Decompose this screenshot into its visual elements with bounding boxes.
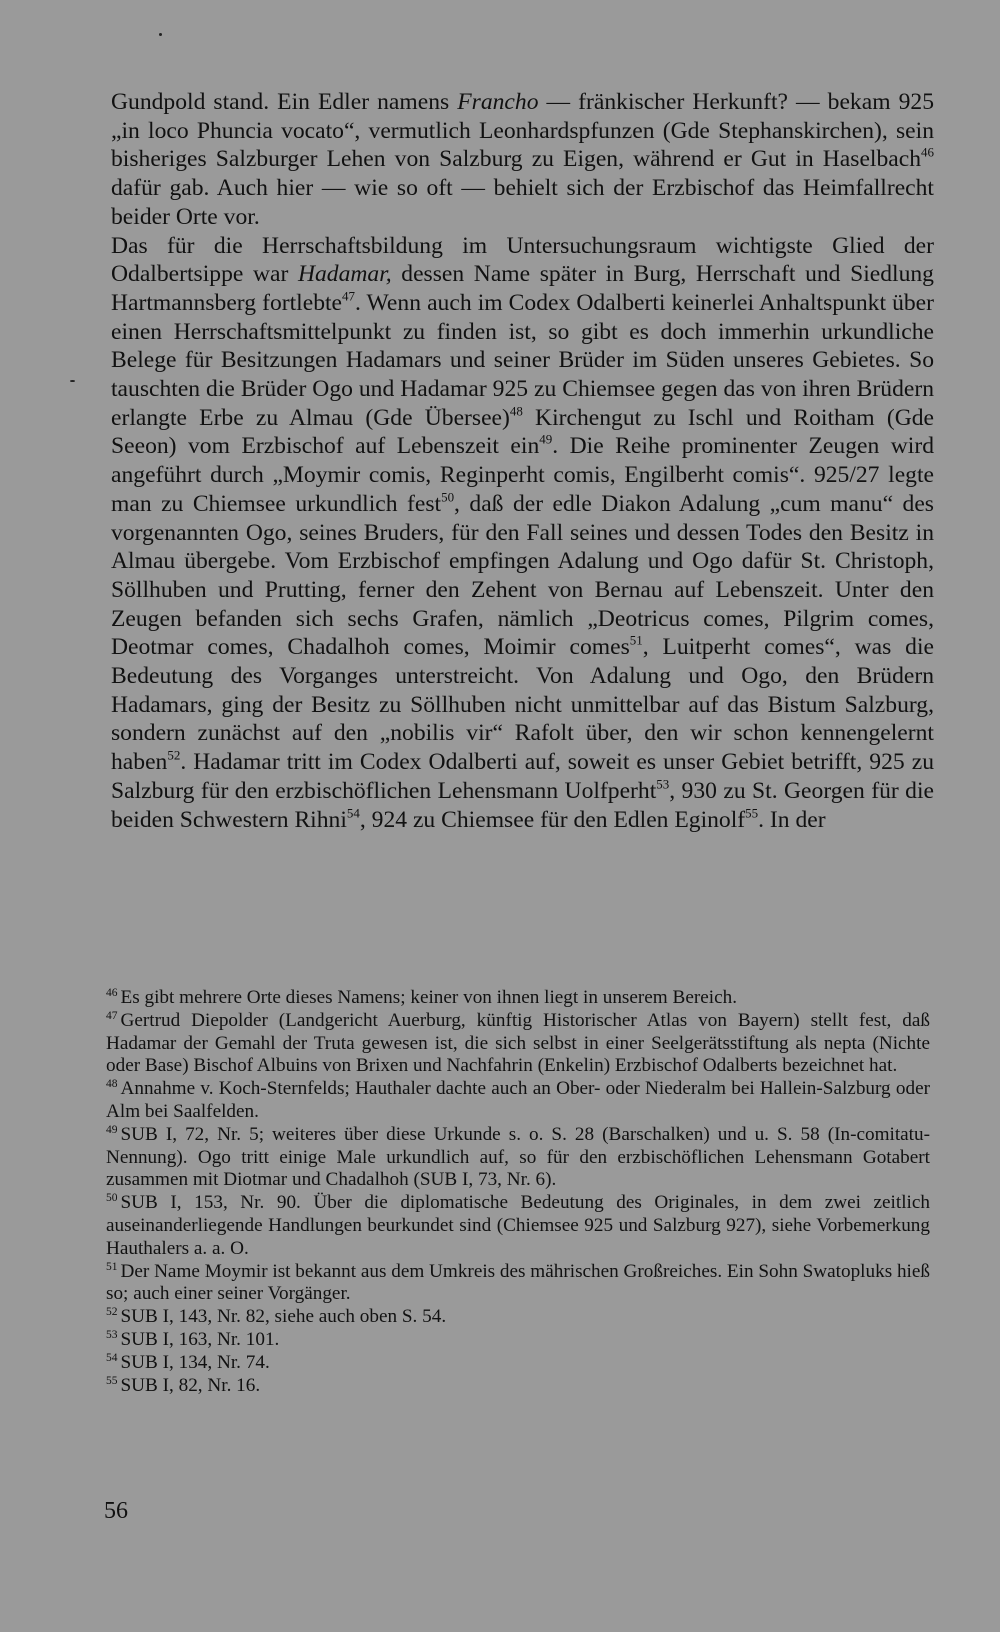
speck-mark: [159, 33, 162, 36]
footnote-text: Der Name Moymir ist bekannt aus dem Umkreis des mährischen Großreiches. Ein Sohn Swatopluks hieß so; auch einer seiner Vorgänger.: [106, 1260, 930, 1305]
footnote-number: 52: [106, 1306, 118, 1319]
footnote-number: 47: [106, 1009, 118, 1022]
footnotes: [106, 987, 930, 1397]
footnote: [106, 1352, 930, 1375]
footnote-ref: 49: [539, 431, 553, 447]
footnote-ref: 53: [656, 776, 670, 792]
footnote-number: 51: [106, 1260, 118, 1273]
speck-mark: [70, 380, 75, 382]
text-run: , daß der edle Diakon Adalung „cum manu“ des vorgenannten Ogo, seines Bruders, für den Fall seines und dessen Todes den Besitz in Almau übergebe. Vom Erzbischof empfingen Adalung und Ogo dafür St. Christoph, Söllhuben und Prutting, ferner den Zehent von Bernau auf Lebenszeit. Unter den Zeugen befanden sich sechs Grafen, nämlich „Deotricus comes, Pilgrim comes, Deotmar comes, Chadalhoh comes, Moimir comes: [111, 490, 934, 661]
text-run: . In der: [758, 806, 826, 833]
footnote-text: SUB I, 143, Nr. 82, siehe auch oben S. 54.: [120, 1306, 447, 1328]
footnote-ref: 52: [167, 747, 181, 763]
footnote-text: Gertrud Diepolder (Landgericht Auerburg, künftig Historischer Atlas von Bayern) stellt fest, daß Hadamar der Gemahl der Truta gewesen ist, die sich selbst in einer Seelgerätsstiftung als nepta (Nichte oder Base) Bischof Albuins von Brixen und Nachfahrin (Enkelin) Erzbischof Odalberts bezeichnet hat.: [106, 1009, 930, 1077]
footnote-text: Es gibt mehrere Orte dieses Namens; keiner von ihnen liegt in unserem Bereich.: [120, 987, 737, 1008]
text-run: , 930 zu St. Georgen für die beiden Schwestern Rihni: [111, 777, 934, 833]
footnote-ref: 50: [441, 489, 455, 505]
footnote: [106, 1192, 930, 1260]
footnote-text: SUB I, 72, Nr. 5; weiteres über diese Urkunde s. o. S. 28 (Barschalken) und u. S. 58 (In-comitatu-Nennung). Ogo tritt einige Male urkundlich auf, so für den erzbischöflichen Lehensmann Gotabert zusammen mit Diotmar und Chadalhoh (SUB I, 73, Nr. 6).: [106, 1123, 930, 1191]
text-run: , Luitperht comes“, was die Bedeutung des Vorganges unterstreicht. Von Adalung und Ogo, den Brüdern Hadamars, ging der Besitz zu Söllhuben nicht unmittelbar auf das Bistum Salzburg, sondern zunächst auf den „nobilis vir“ Rafolt über, den wir schon kennengelernt haben: [111, 634, 934, 776]
text-run: Das für die Herrschaftsbildung im Untersuchungsraum wichtigste Glied der Odalbertsippe war: [111, 232, 934, 288]
text-run: dessen Name später in Burg, Herrschaft und Siedlung Hartmannsberg fortlebte: [111, 261, 934, 316]
footnote: [106, 1078, 930, 1124]
italic-name: Hadamar,: [297, 261, 392, 288]
footnote: [106, 1306, 930, 1329]
footnote-number: 53: [106, 1329, 118, 1342]
footnote: [106, 1329, 930, 1352]
footnote-number: 50: [106, 1192, 118, 1205]
page-number: 56: [104, 1498, 128, 1524]
text-run: , 924 zu Chiemsee für den Edlen Eginolf: [359, 806, 746, 833]
footnote-number: 54: [106, 1351, 118, 1364]
footnote-text: SUB I, 134, Nr. 74.: [120, 1351, 270, 1373]
footnote-ref: 55: [745, 804, 759, 820]
footnote: [106, 1375, 930, 1398]
footnote: [106, 1010, 930, 1078]
footnote-text: Annahme v. Koch-Sternfelds; Hauthaler dachte auch an Ober- oder Niederalm bei Hallein-Salzburg oder Alm bei Saalfelden.: [106, 1078, 930, 1122]
text-run: Kirchengut zu Ischl und Roitham (Gde Seeon) vom Erzbischof auf Lebenszeit ein: [111, 404, 935, 460]
text-run: dafür gab. Auch hier — wie so oft — behielt sich der Erzbischof das Heimfallrecht beider Orte vor.: [111, 175, 934, 230]
footnote-text: SUB I, 163, Nr. 101.: [120, 1328, 280, 1350]
footnote-ref: 54: [346, 804, 360, 820]
footnote-ref: 51: [629, 632, 643, 648]
text-run: . Hadamar tritt im Codex Odalberti auf, soweit es unser Gebiet betrifft, 925 zu Salzburg für den erzbischöflichen Lehensmann Uolfperht: [111, 749, 934, 804]
text-run: Gundpold stand. Ein Edler namens: [111, 89, 458, 115]
footnote-ref: 48: [509, 403, 523, 418]
footnote-ref: 46: [921, 144, 934, 160]
footnote: [106, 1124, 930, 1192]
italic-name: Francho: [457, 89, 539, 115]
text-run: . Wenn auch im Codex Odalberti keinerlei Anhaltspunkt über einen Herrschaftsmittelpunkt zu finden ist, so gibt es doch immerhin urkundliche Belege für Besitzungen Hadamars und seiner Brüder im Süden unseres Gebietes. So tauschten die Brüder Ogo und Hadamar 925 zu Chiemsee gegen das von ihren Brüdern erlangte Erbe zu Almau (Gde Übersee): [111, 289, 934, 431]
footnote-number: 46: [106, 987, 118, 1000]
footnote-text: SUB I, 153, Nr. 90. Über die diplomatische Bedeutung des Originales, in dem zwei zeitlich auseinanderliegende Handlungen beurkundet sind (Chiemsee 925 und Salzburg 927), siehe Vorbemerkung Hauthalers a. a. O.: [106, 1192, 930, 1259]
text-run: . Die Reihe prominenter Zeugen wird angeführt durch „Moymir comis, Reginperht comis, Engilberht comis“. 925/27 legte man zu Chiemsee urkundlich fest: [111, 433, 934, 517]
footnote-number: 49: [106, 1123, 118, 1136]
footnote-number: 48: [106, 1078, 118, 1091]
text-run: — fränkischer Herkunft? — bekam 925 „in loco Phuncia vocato“, vermutlich Leonhardspfunzen (Gde Stephanskirchen), sein bisheriges Salzburger Lehen von Salzburg zu Eigen, während er Gut in Haselbach: [111, 89, 934, 173]
paragraph: [111, 88, 934, 232]
footnote-text: SUB I, 82, Nr. 16.: [120, 1374, 261, 1396]
footnote-number: 55: [106, 1374, 118, 1387]
body-text: [111, 88, 934, 834]
footnote: [106, 1261, 930, 1307]
paragraph: [111, 232, 934, 835]
footnote: [106, 987, 930, 1010]
footnote-ref: 47: [342, 288, 355, 304]
